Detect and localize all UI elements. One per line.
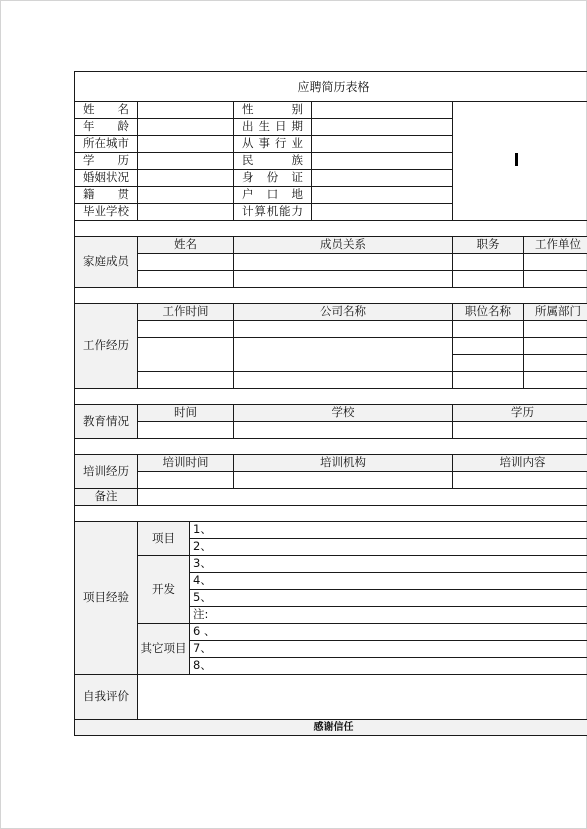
family-cell[interactable] xyxy=(138,254,234,271)
work-label: 工作经历 xyxy=(75,304,138,389)
work-cell[interactable] xyxy=(524,355,587,372)
training-cell[interactable] xyxy=(453,472,587,489)
label-id-number: 身份证 xyxy=(234,170,312,187)
project-line[interactable]: 8、 xyxy=(190,658,587,675)
label-native-place: 籍 贯 xyxy=(75,187,138,204)
family-header-name: 姓名 xyxy=(138,237,234,254)
education-header-school: 学校 xyxy=(234,405,453,422)
field-age[interactable] xyxy=(138,119,234,136)
resume-form-table xyxy=(74,71,587,736)
label-age: 年 龄 xyxy=(75,119,138,136)
field-name[interactable] xyxy=(138,102,234,119)
project-line[interactable]: 3、 xyxy=(190,556,587,573)
field-school[interactable] xyxy=(138,204,234,221)
family-cell[interactable] xyxy=(453,271,524,288)
work-cell[interactable] xyxy=(524,372,587,389)
project-line[interactable]: 5、 xyxy=(190,590,587,607)
project-line[interactable]: 2、 xyxy=(190,539,587,556)
education-header-degree: 学历 xyxy=(453,405,587,422)
family-cell[interactable] xyxy=(234,271,453,288)
training-label: 培训经历 xyxy=(75,455,138,489)
family-header-employer: 工作单位 xyxy=(524,237,587,254)
work-cell[interactable] xyxy=(138,372,234,389)
work-cell[interactable] xyxy=(138,321,234,338)
work-cell[interactable] xyxy=(453,321,524,338)
field-birthdate[interactable] xyxy=(312,119,453,136)
project-category-development: 开发 xyxy=(138,556,190,624)
family-cell[interactable] xyxy=(138,271,234,288)
project-line[interactable]: 7、 xyxy=(190,641,587,658)
education-label: 教育情况 xyxy=(75,405,138,439)
training-header-time: 培训时间 xyxy=(138,455,234,472)
work-cell[interactable] xyxy=(524,321,587,338)
cell-cursor-marker xyxy=(515,153,518,166)
project-note[interactable]: 注: xyxy=(190,607,587,624)
project-line[interactable]: 1、 xyxy=(190,522,587,539)
project-category-other: 其它项目 xyxy=(138,624,190,675)
spacer-row xyxy=(75,506,587,522)
label-industry: 从事行业 xyxy=(234,136,312,153)
work-cell[interactable] xyxy=(234,338,453,372)
education-cell[interactable] xyxy=(138,422,234,439)
work-cell[interactable] xyxy=(453,372,524,389)
remark-label: 备注 xyxy=(75,489,138,506)
family-header-relation: 成员关系 xyxy=(234,237,453,254)
training-header-institution: 培训机构 xyxy=(234,455,453,472)
family-cell[interactable] xyxy=(524,254,587,271)
self-eval-field[interactable] xyxy=(138,675,587,720)
field-education-level[interactable] xyxy=(138,153,234,170)
field-id-number[interactable] xyxy=(312,170,453,187)
spacer-row xyxy=(75,439,587,455)
form-title: 应聘简历表格 xyxy=(75,72,587,102)
work-cell[interactable] xyxy=(453,338,524,355)
spacer-row xyxy=(75,389,587,405)
family-cell[interactable] xyxy=(524,271,587,288)
family-header-position: 职务 xyxy=(453,237,524,254)
spacer-row xyxy=(75,221,587,237)
field-industry[interactable] xyxy=(312,136,453,153)
work-cell[interactable] xyxy=(234,321,453,338)
label-birthdate: 出生日期 xyxy=(234,119,312,136)
label-education-level: 学 历 xyxy=(75,153,138,170)
label-gender: 性 别 xyxy=(234,102,312,119)
training-cell[interactable] xyxy=(138,472,234,489)
project-category-project: 项目 xyxy=(138,522,190,556)
project-line[interactable]: 4、 xyxy=(190,573,587,590)
education-header-time: 时间 xyxy=(138,405,234,422)
work-header-title: 职位名称 xyxy=(453,304,524,321)
work-header-company: 公司名称 xyxy=(234,304,453,321)
family-label: 家庭成员 xyxy=(75,237,138,288)
work-cell[interactable] xyxy=(234,372,453,389)
work-cell[interactable] xyxy=(453,355,524,372)
label-hukou: 户口地 xyxy=(234,187,312,204)
label-city: 所在城市 xyxy=(75,136,138,153)
label-school: 毕业学校 xyxy=(75,204,138,221)
field-ethnicity[interactable] xyxy=(312,153,453,170)
spacer-row xyxy=(75,288,587,304)
project-label: 项目经验 xyxy=(75,522,138,675)
remark-field[interactable] xyxy=(138,489,587,506)
work-cell[interactable] xyxy=(524,338,587,355)
label-ethnicity: 民 族 xyxy=(234,153,312,170)
field-marital-status[interactable] xyxy=(138,170,234,187)
training-cell[interactable] xyxy=(234,472,453,489)
work-header-department: 所属部门 xyxy=(524,304,587,321)
project-line[interactable]: 6 、 xyxy=(190,624,587,641)
photo-area[interactable] xyxy=(453,102,587,221)
field-native-place[interactable] xyxy=(138,187,234,204)
field-hukou[interactable] xyxy=(312,187,453,204)
label-marital-status: 婚姻状况 xyxy=(75,170,138,187)
label-computer-skill: 计算机能力 xyxy=(234,204,312,221)
label-name: 姓 名 xyxy=(75,102,138,119)
field-city[interactable] xyxy=(138,136,234,153)
education-cell[interactable] xyxy=(453,422,587,439)
training-header-content: 培训内容 xyxy=(453,455,587,472)
footer-thanks: 感谢信任 xyxy=(75,720,587,736)
field-computer-skill[interactable] xyxy=(312,204,453,221)
family-cell[interactable] xyxy=(453,254,524,271)
self-eval-label: 自我评价 xyxy=(75,675,138,720)
work-cell[interactable] xyxy=(138,338,234,372)
education-cell[interactable] xyxy=(234,422,453,439)
work-header-period: 工作时间 xyxy=(138,304,234,321)
field-gender[interactable] xyxy=(312,102,453,119)
family-cell[interactable] xyxy=(234,254,453,271)
